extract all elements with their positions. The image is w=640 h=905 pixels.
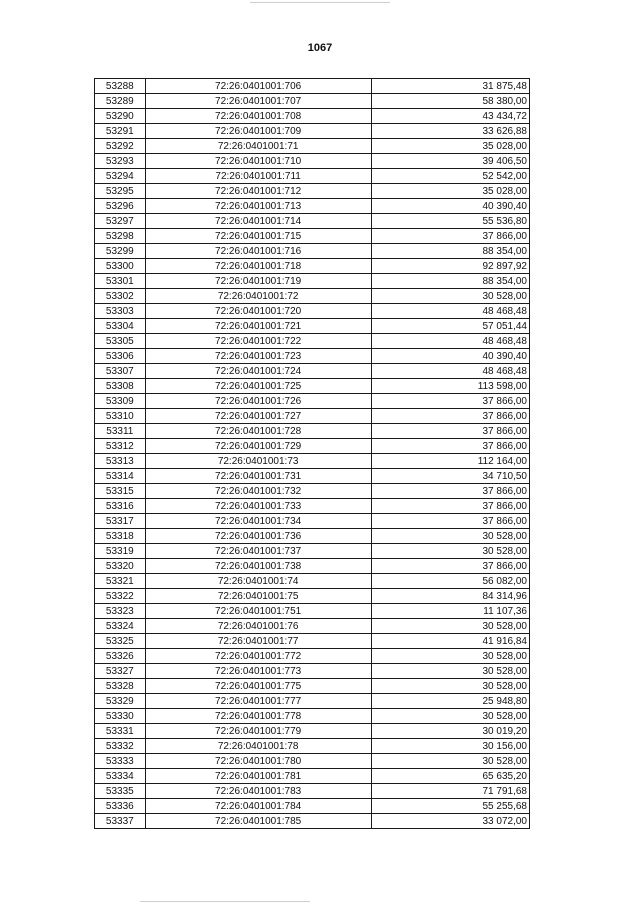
row-number-cell: 53304 [95,319,146,334]
row-number-cell: 53315 [95,484,146,499]
amount-cell: 112 164,00 [371,454,529,469]
amount-cell: 30 528,00 [371,664,529,679]
cadastral-number-cell: 72:26:0401001:709 [145,124,371,139]
row-number-cell: 53309 [95,394,146,409]
row-number-cell: 53300 [95,259,146,274]
cadastral-number-cell: 72:26:0401001:708 [145,109,371,124]
row-number-cell: 53316 [95,499,146,514]
row-number-cell: 53335 [95,784,146,799]
amount-cell: 30 528,00 [371,649,529,664]
cadastral-number-cell: 72:26:0401001:715 [145,229,371,244]
cadastral-number-cell: 72:26:0401001:716 [145,244,371,259]
amount-cell: 48 468,48 [371,304,529,319]
row-number-cell: 53292 [95,139,146,154]
page-number: 1067 [307,42,333,54]
cadastral-number-cell: 72:26:0401001:718 [145,259,371,274]
row-number-cell: 53314 [95,469,146,484]
table-row [95,619,530,634]
row-number-cell: 53294 [95,169,146,184]
amount-cell: 37 866,00 [371,559,529,574]
cadastral-number-cell: 72:26:0401001:772 [145,649,371,664]
table-row [95,274,530,289]
row-number-cell: 53330 [95,709,146,724]
amount-cell: 30 528,00 [371,544,529,559]
table-row [95,469,530,484]
table-row [95,769,530,784]
cadastral-number-cell: 72:26:0401001:779 [145,724,371,739]
table-row [95,709,530,724]
cadastral-number-cell: 72:26:0401001:706 [145,79,371,94]
amount-cell: 39 406,50 [371,154,529,169]
table-row [95,649,530,664]
row-number-cell: 53288 [95,79,146,94]
table-row [95,484,530,499]
amount-cell: 55 536,80 [371,214,529,229]
amount-cell: 30 528,00 [371,754,529,769]
cadastral-number-cell: 72:26:0401001:78 [145,739,371,754]
table-row [95,679,530,694]
table-row [95,784,530,799]
amount-cell: 30 156,00 [371,739,529,754]
cadastral-number-cell: 72:26:0401001:785 [145,814,371,829]
amount-cell: 92 897,92 [371,259,529,274]
table-row [95,169,530,184]
table-row [95,304,530,319]
cadastral-number-cell: 72:26:0401001:736 [145,529,371,544]
amount-cell: 48 468,48 [371,334,529,349]
table-row [95,79,530,94]
cadastral-number-cell: 72:26:0401001:778 [145,709,371,724]
cadastral-number-cell: 72:26:0401001:775 [145,679,371,694]
table-row [95,334,530,349]
amount-cell: 37 866,00 [371,514,529,529]
amount-cell: 33 626,88 [371,124,529,139]
table-row [95,529,530,544]
amount-cell: 30 019,20 [371,724,529,739]
cadastral-number-cell: 72:26:0401001:707 [145,94,371,109]
amount-cell: 65 635,20 [371,769,529,784]
row-number-cell: 53291 [95,124,146,139]
amount-cell: 25 948,80 [371,694,529,709]
row-number-cell: 53324 [95,619,146,634]
table-row [95,139,530,154]
amount-cell: 52 542,00 [371,169,529,184]
table-row [95,814,530,829]
amount-cell: 37 866,00 [371,229,529,244]
cadastral-number-cell: 72:26:0401001:733 [145,499,371,514]
amount-cell: 37 866,00 [371,424,529,439]
cadastral-number-cell: 72:26:0401001:727 [145,409,371,424]
amount-cell: 57 051,44 [371,319,529,334]
table-row [95,799,530,814]
table-body [95,79,530,829]
cadastral-number-cell: 72:26:0401001:721 [145,319,371,334]
amount-cell: 37 866,00 [371,484,529,499]
table-row [95,409,530,424]
amount-cell: 43 434,72 [371,109,529,124]
row-number-cell: 53306 [95,349,146,364]
row-number-cell: 53325 [95,634,146,649]
cadastral-number-cell: 72:26:0401001:777 [145,694,371,709]
cadastral-number-cell: 72:26:0401001:732 [145,484,371,499]
amount-cell: 113 598,00 [371,379,529,394]
cadastral-number-cell: 72:26:0401001:719 [145,274,371,289]
cadastral-number-cell: 72:26:0401001:738 [145,559,371,574]
table-row [95,319,530,334]
table-row [95,364,530,379]
amount-cell: 31 875,48 [371,79,529,94]
row-number-cell: 53293 [95,154,146,169]
table-row [95,244,530,259]
scan-edge-top [250,2,390,3]
cadastral-number-cell: 72:26:0401001:784 [145,799,371,814]
cadastral-number-cell: 72:26:0401001:728 [145,424,371,439]
row-number-cell: 53296 [95,199,146,214]
row-number-cell: 53319 [95,544,146,559]
row-number-cell: 53336 [95,799,146,814]
cadastral-number-cell: 72:26:0401001:722 [145,334,371,349]
amount-cell: 88 354,00 [371,274,529,289]
table-row [95,454,530,469]
cadastral-number-cell: 72:26:0401001:75 [145,589,371,604]
row-number-cell: 53298 [95,229,146,244]
table-row [95,589,530,604]
row-number-cell: 53322 [95,589,146,604]
amount-cell: 30 528,00 [371,709,529,724]
table-row [95,694,530,709]
amount-cell: 34 710,50 [371,469,529,484]
amount-cell: 37 866,00 [371,499,529,514]
cadastral-number-cell: 72:26:0401001:724 [145,364,371,379]
table-row [95,424,530,439]
amount-cell: 30 528,00 [371,529,529,544]
cadastral-number-cell: 72:26:0401001:73 [145,454,371,469]
row-number-cell: 53295 [95,184,146,199]
row-number-cell: 53320 [95,559,146,574]
row-number-cell: 53303 [95,304,146,319]
cadastral-number-cell: 72:26:0401001:710 [145,154,371,169]
cadastral-number-cell: 72:26:0401001:76 [145,619,371,634]
amount-cell: 35 028,00 [371,139,529,154]
cadastral-number-cell: 72:26:0401001:77 [145,634,371,649]
cadastral-number-cell: 72:26:0401001:720 [145,304,371,319]
amount-cell: 11 107,36 [371,604,529,619]
cadastral-table [94,78,530,829]
cadastral-number-cell: 72:26:0401001:737 [145,544,371,559]
cadastral-number-cell: 72:26:0401001:74 [145,574,371,589]
row-number-cell: 53327 [95,664,146,679]
cadastral-number-cell: 72:26:0401001:729 [145,439,371,454]
cadastral-number-cell: 72:26:0401001:725 [145,379,371,394]
row-number-cell: 53317 [95,514,146,529]
row-number-cell: 53301 [95,274,146,289]
table-row [95,574,530,589]
amount-cell: 48 468,48 [371,364,529,379]
amount-cell: 30 528,00 [371,619,529,634]
amount-cell: 40 390,40 [371,349,529,364]
row-number-cell: 53326 [95,649,146,664]
table-row [95,349,530,364]
table-row [95,499,530,514]
cadastral-number-cell: 72:26:0401001:71 [145,139,371,154]
amount-cell: 33 072,00 [371,814,529,829]
table-row [95,109,530,124]
row-number-cell: 53305 [95,334,146,349]
cadastral-number-cell: 72:26:0401001:731 [145,469,371,484]
table-row [95,154,530,169]
table-row [95,184,530,199]
amount-cell: 30 528,00 [371,289,529,304]
row-number-cell: 53302 [95,289,146,304]
cadastral-number-cell: 72:26:0401001:723 [145,349,371,364]
row-number-cell: 53318 [95,529,146,544]
row-number-cell: 53310 [95,409,146,424]
table-row [95,229,530,244]
table-row [95,259,530,274]
row-number-cell: 53289 [95,94,146,109]
amount-cell: 58 380,00 [371,94,529,109]
amount-cell: 37 866,00 [371,394,529,409]
amount-cell: 37 866,00 [371,439,529,454]
table-row [95,439,530,454]
amount-cell: 35 028,00 [371,184,529,199]
amount-cell: 55 255,68 [371,799,529,814]
cadastral-number-cell: 72:26:0401001:726 [145,394,371,409]
amount-cell: 41 916,84 [371,634,529,649]
amount-cell: 30 528,00 [371,679,529,694]
table-row [95,94,530,109]
cadastral-number-cell: 72:26:0401001:781 [145,769,371,784]
row-number-cell: 53332 [95,739,146,754]
row-number-cell: 53329 [95,694,146,709]
cadastral-number-cell: 72:26:0401001:780 [145,754,371,769]
amount-cell: 40 390,40 [371,199,529,214]
row-number-cell: 53334 [95,769,146,784]
row-number-cell: 53311 [95,424,146,439]
table-row [95,214,530,229]
row-number-cell: 53331 [95,724,146,739]
table-row [95,124,530,139]
row-number-cell: 53312 [95,439,146,454]
cadastral-number-cell: 72:26:0401001:713 [145,199,371,214]
row-number-cell: 53308 [95,379,146,394]
scan-edge-bottom [140,901,310,902]
table-row [95,559,530,574]
cadastral-number-cell: 72:26:0401001:773 [145,664,371,679]
table-row [95,754,530,769]
table-row [95,289,530,304]
table-row [95,394,530,409]
row-number-cell: 53290 [95,109,146,124]
table-row [95,199,530,214]
table-row [95,664,530,679]
row-number-cell: 53328 [95,679,146,694]
table-row [95,379,530,394]
cadastral-number-cell: 72:26:0401001:734 [145,514,371,529]
row-number-cell: 53313 [95,454,146,469]
row-number-cell: 53337 [95,814,146,829]
table-row [95,724,530,739]
table-row [95,544,530,559]
cadastral-number-cell: 72:26:0401001:783 [145,784,371,799]
table-row [95,634,530,649]
table-row [95,604,530,619]
cadastral-number-cell: 72:26:0401001:72 [145,289,371,304]
row-number-cell: 53299 [95,244,146,259]
cadastral-number-cell: 72:26:0401001:711 [145,169,371,184]
row-number-cell: 53333 [95,754,146,769]
cadastral-number-cell: 72:26:0401001:712 [145,184,371,199]
amount-cell: 37 866,00 [371,409,529,424]
amount-cell: 56 082,00 [371,574,529,589]
amount-cell: 84 314,96 [371,589,529,604]
row-number-cell: 53321 [95,574,146,589]
table-row [95,514,530,529]
row-number-cell: 53323 [95,604,146,619]
row-number-cell: 53307 [95,364,146,379]
cadastral-number-cell: 72:26:0401001:751 [145,604,371,619]
amount-cell: 71 791,68 [371,784,529,799]
cadastral-number-cell: 72:26:0401001:714 [145,214,371,229]
amount-cell: 88 354,00 [371,244,529,259]
table-row [95,739,530,754]
row-number-cell: 53297 [95,214,146,229]
